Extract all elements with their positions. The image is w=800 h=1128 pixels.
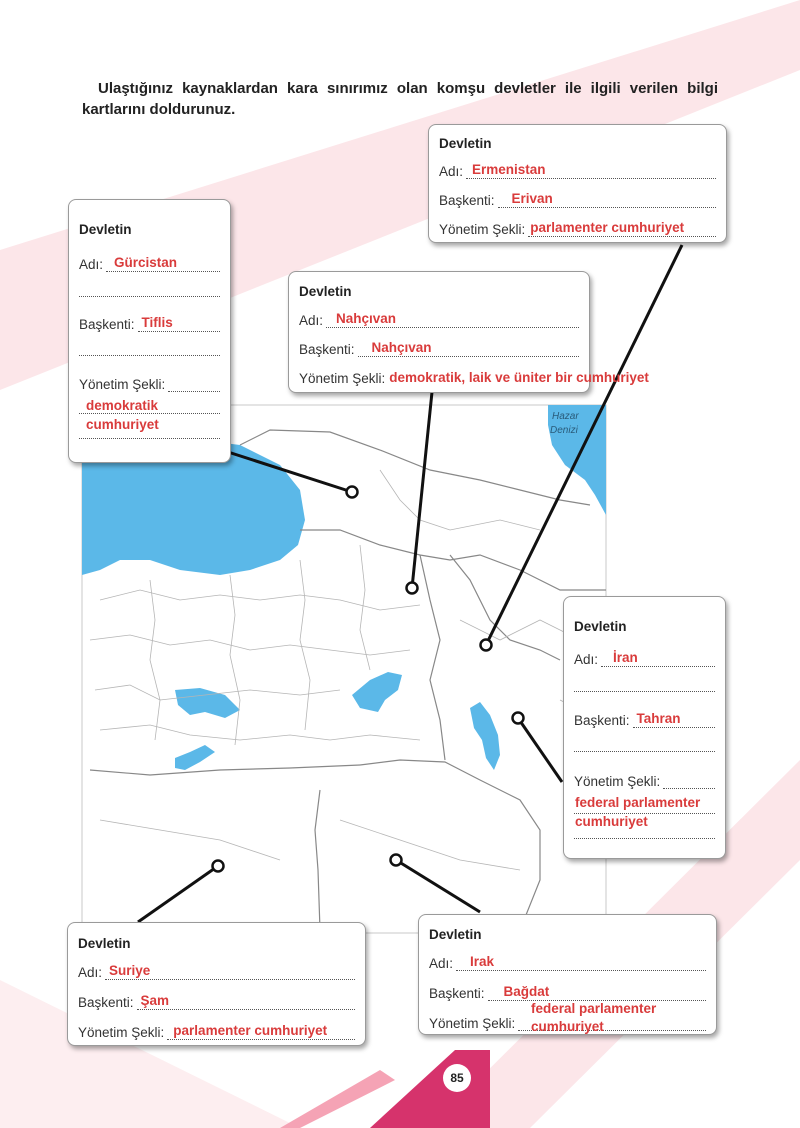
answer-name: Suriye xyxy=(109,963,151,978)
card-georgia xyxy=(68,199,231,463)
gov-label: Yönetim Şekli: xyxy=(429,1016,516,1031)
capital-label: Başkenti: xyxy=(574,713,630,728)
answer-name: Ermenistan xyxy=(472,162,546,177)
card-syria xyxy=(67,922,366,1046)
gov-label: Yönetim Şekli: xyxy=(79,377,166,392)
answer-gov-line2: cumhuriyet xyxy=(575,814,648,829)
gov-label: Yönetim Şekli: xyxy=(574,774,661,789)
answer-gov-line2: cumhuriyet xyxy=(531,1019,604,1034)
answer-name: Irak xyxy=(470,954,495,969)
caspian-label-2: Denizi xyxy=(550,425,578,436)
capital-label: Başkenti: xyxy=(79,317,135,332)
card-armenia xyxy=(428,124,727,243)
answer-gov: demokratik, laik ve üniter bir cumhuriyet xyxy=(389,370,649,385)
answer-gov-line2: cumhuriyet xyxy=(86,417,159,432)
answer-gov-line1: demokratik xyxy=(86,398,159,413)
card-title: Devletin xyxy=(574,619,627,634)
answer-capital: Bağdat xyxy=(503,984,550,999)
answer-name: Gürcistan xyxy=(114,255,178,270)
answer-capital: Erivan xyxy=(511,191,553,206)
card-iran xyxy=(563,596,726,859)
answer-gov-line1: federal parlamenter xyxy=(575,795,701,810)
card-nakhchivan xyxy=(288,271,649,393)
name-label: Adı: xyxy=(429,956,454,971)
card-title: Devletin xyxy=(439,136,492,151)
card-title: Devletin xyxy=(429,927,482,942)
card-title: Devletin xyxy=(78,936,131,951)
card-iraq xyxy=(418,914,717,1035)
name-label: Adı: xyxy=(299,313,324,328)
answer-gov: parlamenter cumhuriyet xyxy=(173,1023,328,1038)
answer-gov: parlamenter cumhuriyet xyxy=(530,220,685,235)
name-label: Adı: xyxy=(439,164,464,179)
answer-name: İran xyxy=(613,650,638,665)
answer-gov-line1: federal parlamenter xyxy=(531,1001,657,1016)
name-label: Adı: xyxy=(79,257,104,272)
name-label: Adı: xyxy=(574,652,599,667)
card-title: Devletin xyxy=(79,222,132,237)
name-label: Adı: xyxy=(78,965,103,980)
card-title: Devletin xyxy=(299,284,352,299)
capital-label: Başkenti: xyxy=(78,995,134,1010)
capital-label: Başkenti: xyxy=(429,986,485,1001)
gov-label: Yönetim Şekli: xyxy=(439,222,526,237)
answer-name: Nahçıvan xyxy=(336,311,397,326)
capital-label: Başkenti: xyxy=(439,193,495,208)
answer-capital: Tiflis xyxy=(141,315,173,330)
answer-capital: Tahran xyxy=(636,711,681,726)
answer-capital: Şam xyxy=(140,993,170,1008)
caspian-label-1: Hazar xyxy=(552,411,579,422)
capital-label: Başkenti: xyxy=(299,342,355,357)
answer-capital: Nahçıvan xyxy=(371,340,432,355)
page-number: 85 xyxy=(443,1064,471,1092)
gov-label: Yönetim Şekli: xyxy=(299,371,386,386)
instructions: Ulaştığınız kaynaklardan kara sınırımız olan komşu devletler ile ilgili verilen bilgi kartlarını doldurunuz. xyxy=(82,80,718,118)
gov-label: Yönetim Şekli: xyxy=(78,1025,165,1040)
